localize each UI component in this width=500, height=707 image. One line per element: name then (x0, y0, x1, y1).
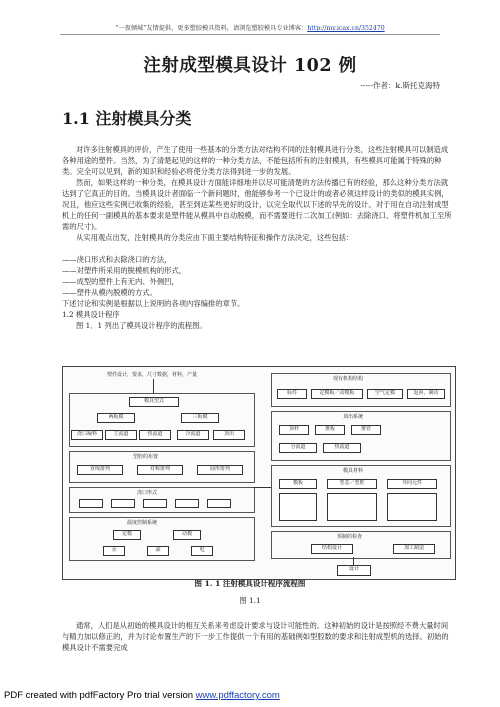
ejection-box: 推板 (315, 425, 345, 435)
author-line: -----作者：k.斯托克海特 (360, 81, 440, 90)
gate-box (79, 499, 103, 508)
structure-box: 空气定模 (367, 389, 403, 399)
gate-box (143, 499, 167, 508)
material-detail-box (279, 493, 317, 521)
precheck-box: 结构设计 (311, 544, 353, 554)
list-item: ——成型的塑件上有无内、外侧凹， (62, 277, 179, 286)
intro-paragraph: 对许多注射模具的评价，产生了使用一些基本的分类方法对结构不同的注射模具进行分类，这些注射模具可以制造成各种用途的塑件。当然，为了清楚起见的这样的一种分类方法，不能包括所有的注射模具，有些模具可能属于特殊的种类。完全可以见到，新的知识和经验必将使分类方法得到进一步的发展。 (62, 145, 449, 176)
figure-reference: 图 1．1 列出了模具设计程序的流程图。 (76, 321, 207, 330)
mould-sub-box: 浇口凝料 (71, 430, 103, 440)
ejection-box: 推管 (351, 425, 381, 435)
material-title: 模具材料 (343, 468, 364, 474)
document-title: 注射成型模具设计 102 例 (143, 56, 357, 76)
header-note (0, 23, 500, 32)
cavity-box: 对称排列 (137, 465, 183, 475)
ejection-box: 顶杆 (279, 425, 309, 435)
structure-title: 现有机构结构 (333, 376, 364, 382)
figure-number: 图 1.1 (239, 596, 261, 605)
precheck-box: 加工制造 (393, 544, 435, 554)
flowchart-figure (62, 366, 456, 580)
precheck-title: 预制的检查 (337, 534, 363, 540)
flowchart-connector (353, 557, 354, 565)
subsection-heading: 1.2 模具设计程序 (62, 310, 120, 319)
blog-link[interactable]: http://my.icax.cn/352470 (307, 25, 385, 32)
pdf-footer (4, 690, 280, 701)
mould-type-box: 两板模 (97, 413, 135, 423)
gate-box (175, 499, 199, 508)
gate-box (111, 499, 135, 508)
gate-box (207, 499, 231, 508)
figure-caption: 图 1. 1 注射模具设计程序流程图 (194, 579, 306, 588)
mould-type-box: 三板模 (181, 413, 219, 423)
cavity-box: 圆形排列 (197, 465, 243, 475)
header-note-text: “一夜倾城”友情提供，更多塑胶模具资料，请浏览塑胶模具专业博客： (115, 25, 308, 32)
flowchart-start-label: 塑件设计，要求，尺寸数据，材料，产量 (107, 372, 198, 378)
structure-box: 定模板／动模板 (311, 389, 363, 399)
criteria-list (62, 254, 454, 331)
mould-sub-box: 顶出 (213, 430, 245, 440)
material-box: 导向元件 (387, 479, 437, 489)
list-item: ——对塑件所采用的脱模机构的形式， (62, 266, 187, 275)
material-box: 型芯／型腔 (327, 479, 377, 489)
temperature-box: 油 (147, 546, 169, 556)
ejection-box: 分流道 (279, 443, 317, 453)
mould-sub-box: 主流道 (105, 430, 137, 440)
design-box: 设计 (337, 565, 371, 576)
cavity-box: 直线排列 (77, 465, 123, 475)
closing-paragraph: 通常，人们是从初始的模具设计的相互关系来考虑设计要求与设计可能性的。这种初始的设计是按照经不费大量时间与精力加以修正的，并为讨论布置生产的下一步工作提供一个有用的基础例如型腔数的要求和注射成型机的选择。初始的模具设计不需要完成 (62, 621, 449, 652)
flowchart-connector (253, 487, 271, 488)
gate-title: 浇口形式 (137, 490, 158, 496)
section-heading: 1.1 注射模具分类 (62, 109, 192, 128)
ejection-box: 热流道 (323, 443, 361, 453)
structure-box: 返回，制动 (407, 389, 445, 399)
list-item: 下述讨论和实例是根据以上说明的各项内容编排的章节。 (62, 299, 245, 308)
material-detail-box (387, 493, 437, 521)
list-item: ——浇口形式和去除浇口的方法， (62, 255, 172, 264)
intro-paragraph: 从实用观点出发，注射模具的分类应由下面主要结构特征和操作方法决定，这些包括： (76, 233, 354, 242)
footer-text: PDF created with pdfFactory Pro trial version (4, 690, 196, 701)
header-divider (60, 34, 440, 35)
intro-text (62, 144, 454, 243)
structure-box: 标件 (277, 389, 307, 399)
material-box: 模板 (279, 479, 317, 489)
pdffactory-link[interactable]: www.pdffactory.com (195, 690, 280, 701)
mould-sub-box: 冷流道 (177, 430, 209, 440)
closing-text (62, 620, 454, 653)
list-item: ——塑件从模内脱模的方式。 (62, 288, 157, 297)
cavity-title: 型腔的布置 (133, 454, 159, 460)
intro-paragraph: 然而，如果这样的一种分类，在模具设计方面能详细地并以尽可能清楚的方法传播已有的经验，那么这种分类方法就达到了它真正的目的。当模具设计者面临一个新问题时，他能够参考一个已设计的或者必须这样设计的类似的模具实例，况且，他应这些实例已收集的经验，甚至到达某些更好的设计，以完全取代以下述的早先的设计。对于用在自动注射成型机上的任何一副模具的基本要求是塑件能从模具中自动脱模，而不需要进行二次加工(例如：去除浇口、将塑件机加工至所需的尺寸)。 (62, 178, 452, 231)
temperature-title: 温度控制系统 (127, 520, 158, 526)
temperature-box: 水 (103, 546, 125, 556)
ejection-title: 顶出系统 (343, 414, 364, 420)
temperature-box: 电 (191, 546, 213, 556)
material-detail-box (327, 493, 377, 521)
flowchart-connector (153, 379, 154, 393)
mould-type-title: 模具型式 (129, 397, 179, 407)
temperature-box: 定模 (113, 530, 141, 540)
mould-sub-box: 热流道 (139, 430, 171, 440)
temperature-box: 动模 (173, 530, 201, 540)
